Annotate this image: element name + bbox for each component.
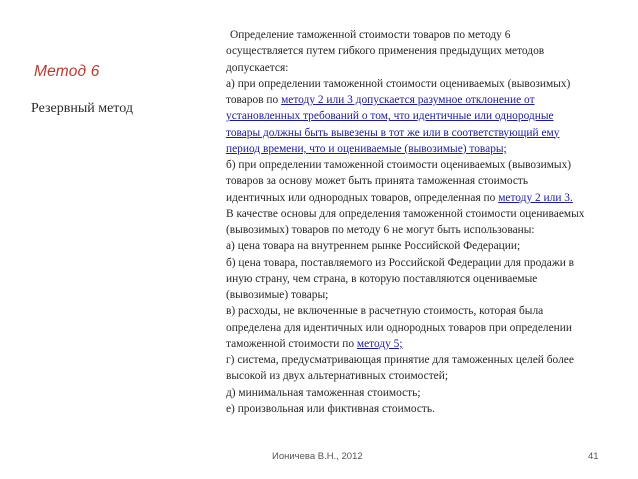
body-line: б) при определении таможенной стоимости оцениваемых (вывозимых) [226, 159, 572, 171]
slide-title: Метод 6 [34, 63, 100, 80]
body-line: а) цена товара на внутреннем рынке Российской Федерации; [226, 240, 521, 253]
body-line [226, 190, 626, 206]
body-line: осуществляется путем гибкого применения предыдущих методов [226, 45, 545, 58]
body-line: Определение таможенной стоимости товаров по методу 6 [230, 29, 511, 41]
slide-subtitle: Резервный метод [31, 101, 133, 116]
body-text-segment: товаров по [226, 94, 282, 106]
body-line: товаров за основу может быть принята таможенная стоимость [226, 175, 529, 188]
body-line: определена для идентичных или однородных товаров при определении [226, 321, 572, 334]
body-line: е) произвольная или фиктивная стоимость. [226, 402, 435, 415]
body-line [226, 336, 626, 352]
body-line: г) система, предусматривающая принятие для таможенных целей более [226, 354, 574, 366]
body-line: (вывозимые) товары; [226, 289, 329, 301]
body-text [226, 27, 626, 417]
footer-author: Ионичева В.Н., 2012 [272, 451, 363, 462]
method-2-3-link[interactable]: методу 2 или 3 допускается разумное отклонение от [281, 94, 535, 106]
body-line: д) минимальная таможенная стоимость; [226, 386, 421, 399]
body-line: иную страну, чем страна, в которую поставляются оцениваемые [226, 272, 538, 285]
body-text-segment: идентичных или однородных товаров, определенная по [226, 191, 499, 204]
body-line [226, 108, 626, 124]
body-line [226, 141, 626, 157]
body-line: допускается: [226, 61, 289, 74]
body-line: (вывозимых) товаров по методу 6 не могут быть использованы: [226, 224, 535, 236]
method-2-3-link[interactable]: период времени, что и оцениваемые (вывозимые) товары; [226, 142, 507, 155]
body-line: высокой из двух альтернативных стоимостей; [226, 370, 448, 383]
body-line: а) при определении таможенной стоимости оцениваемых (вывозимых) [226, 77, 571, 90]
body-line [226, 125, 626, 141]
method-2-3-link[interactable]: товары должны быть вывезены в тот же или в соответствующий ему [226, 126, 560, 139]
body-line: б) цена товара, поставляемого из Российской Федерации для продажи в [226, 256, 575, 269]
method-5-link[interactable]: методу 5; [356, 337, 403, 350]
body-line: в) расходы, не включенные в расчетную стоимость, которая была [226, 305, 544, 318]
body-line: В качестве основы для определения таможенной стоимости оцениваемых [226, 207, 585, 220]
body-line [226, 92, 626, 108]
method-2-3-link[interactable]: установленных требований о том, что идентичные или однородные [226, 110, 554, 123]
page-number: 41 [588, 451, 599, 462]
method-2-or-3-link[interactable]: методу 2 или 3. [498, 191, 573, 204]
body-text-segment: таможенной стоимости по [226, 337, 357, 350]
